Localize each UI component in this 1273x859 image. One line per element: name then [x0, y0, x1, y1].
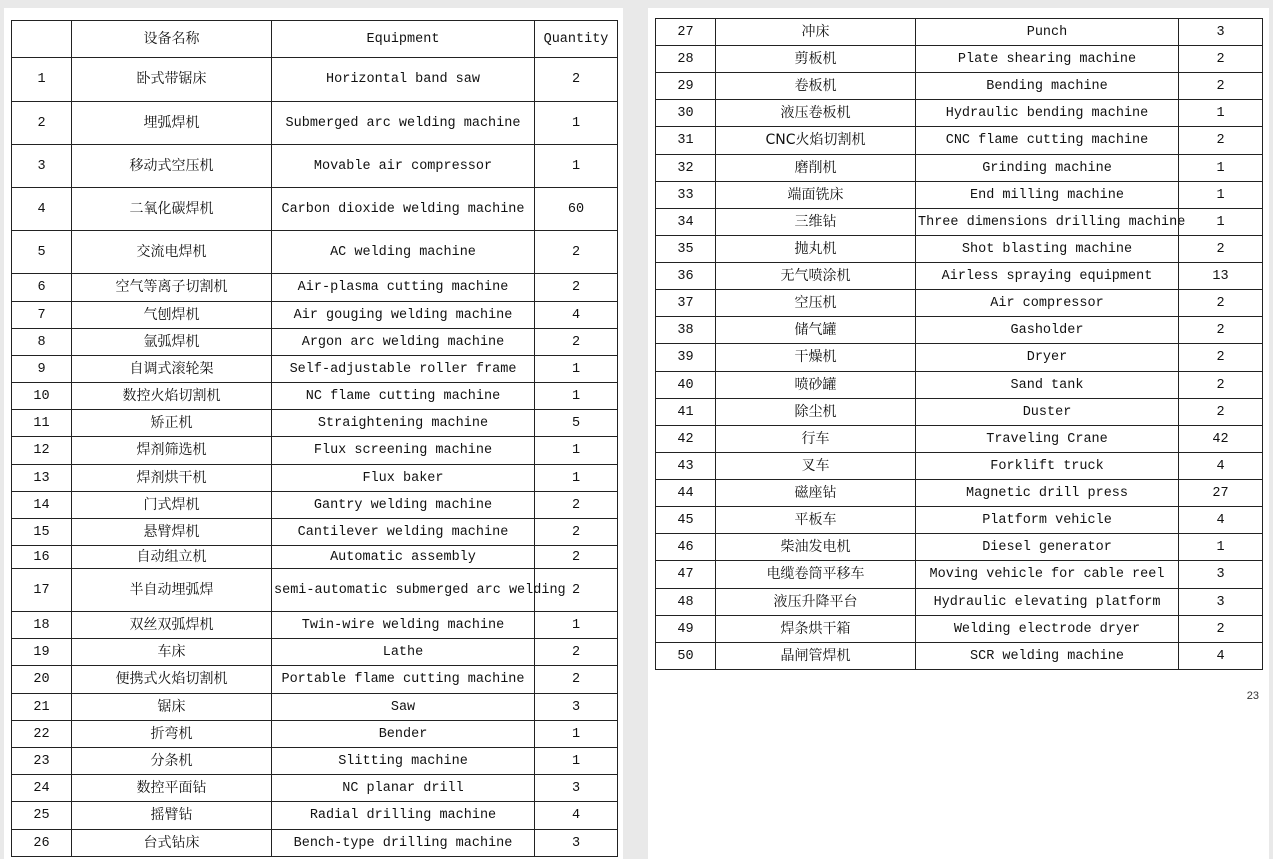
quantity: 1	[535, 612, 618, 639]
equipment-table-right	[655, 18, 1263, 670]
row-number: 19	[12, 639, 72, 666]
equipment-name-en: AC welding machine	[272, 231, 535, 274]
equipment-name-zh: 锯床	[72, 694, 272, 721]
quantity: 2	[1179, 290, 1263, 317]
table-row	[12, 145, 618, 188]
quantity: 1	[535, 356, 618, 383]
quantity: 13	[1179, 263, 1263, 290]
table-row	[656, 534, 1263, 561]
quantity: 1	[535, 721, 618, 748]
row-number: 39	[656, 344, 716, 372]
equipment-name-zh: 叉车	[716, 453, 916, 480]
equipment-name-en: Gasholder	[916, 317, 1179, 344]
quantity: 2	[535, 639, 618, 666]
table-row	[656, 182, 1263, 209]
table-row	[656, 263, 1263, 290]
quantity: 4	[535, 302, 618, 329]
equipment-name-zh: 焊剂筛选机	[72, 437, 272, 465]
equipment-name-zh: 平板车	[716, 507, 916, 534]
equipment-name-en: Gantry welding machine	[272, 492, 535, 519]
row-number: 33	[656, 182, 716, 209]
table-row	[12, 748, 618, 775]
equipment-name-en: NC planar drill	[272, 775, 535, 802]
equipment-name-en: Grinding machine	[916, 155, 1179, 182]
table-row	[656, 290, 1263, 317]
table-row	[12, 437, 618, 465]
row-number: 29	[656, 73, 716, 100]
equipment-name-zh: 自动组立机	[72, 546, 272, 569]
header-no	[12, 21, 72, 58]
equipment-name-en: Bench-type drilling machine	[272, 830, 535, 857]
quantity: 2	[535, 519, 618, 546]
quantity: 60	[535, 188, 618, 231]
equipment-name-zh: 数控平面钻	[72, 775, 272, 802]
table-row	[656, 643, 1263, 670]
equipment-name-zh: 冲床	[716, 19, 916, 46]
equipment-name-en: Moving vehicle for cable reel	[916, 561, 1179, 589]
row-number: 21	[12, 694, 72, 721]
equipment-name-en: Hydraulic bending machine	[916, 100, 1179, 127]
row-number: 42	[656, 426, 716, 453]
equipment-name-zh: 卷板机	[716, 73, 916, 100]
table-row	[656, 19, 1263, 46]
equipment-name-en: SCR welding machine	[916, 643, 1179, 670]
equipment-name-en: End milling machine	[916, 182, 1179, 209]
table-row	[656, 426, 1263, 453]
row-number: 8	[12, 329, 72, 356]
quantity: 1	[1179, 534, 1263, 561]
row-number: 6	[12, 274, 72, 302]
row-number: 17	[12, 569, 72, 612]
equipment-name-zh: 空压机	[716, 290, 916, 317]
equipment-name-zh: 埋弧焊机	[72, 102, 272, 145]
row-number: 3	[12, 145, 72, 188]
quantity: 2	[535, 492, 618, 519]
quantity: 4	[1179, 643, 1263, 670]
equipment-name-en: Traveling Crane	[916, 426, 1179, 453]
row-number: 22	[12, 721, 72, 748]
row-number: 25	[12, 802, 72, 830]
table-row	[656, 589, 1263, 616]
table-row	[656, 507, 1263, 534]
table-row	[656, 561, 1263, 589]
equipment-name-en: Hydraulic elevating platform	[916, 589, 1179, 616]
equipment-name-zh: 数控火焰切割机	[72, 383, 272, 410]
equipment-name-zh: 焊条烘干箱	[716, 616, 916, 643]
left-page	[4, 8, 623, 859]
row-number: 20	[12, 666, 72, 694]
quantity: 3	[535, 775, 618, 802]
table-row	[656, 155, 1263, 182]
table-row	[12, 188, 618, 231]
equipment-name-en: Movable air compressor	[272, 145, 535, 188]
equipment-name-en: NC flame cutting machine	[272, 383, 535, 410]
row-number: 31	[656, 127, 716, 155]
equipment-name-en: Submerged arc welding machine	[272, 102, 535, 145]
equipment-name-en: Flux screening machine	[272, 437, 535, 465]
equipment-name-zh: 折弯机	[72, 721, 272, 748]
row-number: 2	[12, 102, 72, 145]
quantity: 2	[535, 274, 618, 302]
quantity: 1	[535, 383, 618, 410]
equipment-name-en: Airless spraying equipment	[916, 263, 1179, 290]
table-body-right	[656, 19, 1263, 670]
row-number: 28	[656, 46, 716, 73]
row-number: 24	[12, 775, 72, 802]
equipment-name-zh: 喷砂罐	[716, 372, 916, 399]
row-number: 11	[12, 410, 72, 437]
quantity: 3	[535, 694, 618, 721]
row-number: 44	[656, 480, 716, 507]
row-number: 10	[12, 383, 72, 410]
quantity: 4	[1179, 453, 1263, 480]
equipment-name-zh: 悬臂焊机	[72, 519, 272, 546]
header-equipment: Equipment	[272, 21, 535, 58]
equipment-name-zh: 氩弧焊机	[72, 329, 272, 356]
row-number: 30	[656, 100, 716, 127]
equipment-name-zh: 焊剂烘干机	[72, 465, 272, 492]
equipment-name-en: Welding electrode dryer	[916, 616, 1179, 643]
table-row	[656, 209, 1263, 236]
row-number: 50	[656, 643, 716, 670]
table-row	[12, 465, 618, 492]
equipment-name-en: Self-adjustable roller frame	[272, 356, 535, 383]
table-row	[656, 73, 1263, 100]
equipment-name-en: Radial drilling machine	[272, 802, 535, 830]
table-row	[12, 569, 618, 612]
equipment-name-en: Straightening machine	[272, 410, 535, 437]
quantity: 2	[535, 231, 618, 274]
row-number: 38	[656, 317, 716, 344]
equipment-table-left	[11, 20, 618, 857]
table-row	[12, 666, 618, 694]
row-number: 48	[656, 589, 716, 616]
quantity: 5	[535, 410, 618, 437]
quantity: 1	[535, 465, 618, 492]
equipment-name-en: Slitting machine	[272, 748, 535, 775]
row-number: 14	[12, 492, 72, 519]
row-number: 46	[656, 534, 716, 561]
row-number: 40	[656, 372, 716, 399]
equipment-name-en: Flux baker	[272, 465, 535, 492]
quantity: 42	[1179, 426, 1263, 453]
row-number: 43	[656, 453, 716, 480]
equipment-name-en: Shot blasting machine	[916, 236, 1179, 263]
table-row	[12, 721, 618, 748]
row-number: 16	[12, 546, 72, 569]
table-row	[12, 830, 618, 857]
quantity: 2	[535, 666, 618, 694]
table-row	[12, 383, 618, 410]
table-row	[656, 453, 1263, 480]
equipment-name-en: semi-automatic submerged arc welding	[272, 569, 535, 612]
table-row	[656, 399, 1263, 426]
table-row	[656, 127, 1263, 155]
table-row	[12, 58, 618, 102]
table-row	[656, 100, 1263, 127]
equipment-name-zh: 卧式带锯床	[72, 58, 272, 102]
table-row	[656, 344, 1263, 372]
equipment-name-zh: 交流电焊机	[72, 231, 272, 274]
equipment-name-en: Portable flame cutting machine	[272, 666, 535, 694]
equipment-name-zh: 三维钻	[716, 209, 916, 236]
table-row	[656, 480, 1263, 507]
quantity: 1	[535, 437, 618, 465]
equipment-name-zh: CNC火焰切割机	[716, 127, 916, 155]
quantity: 2	[1179, 372, 1263, 399]
row-number: 4	[12, 188, 72, 231]
equipment-name-en: Horizontal band saw	[272, 58, 535, 102]
table-row	[12, 302, 618, 329]
row-number: 47	[656, 561, 716, 589]
equipment-name-en: Twin-wire welding machine	[272, 612, 535, 639]
equipment-name-zh: 气刨焊机	[72, 302, 272, 329]
equipment-name-en: Cantilever welding machine	[272, 519, 535, 546]
equipment-name-zh: 干燥机	[716, 344, 916, 372]
table-row	[12, 231, 618, 274]
quantity: 3	[1179, 589, 1263, 616]
equipment-name-zh: 液压升降平台	[716, 589, 916, 616]
table-row	[656, 317, 1263, 344]
equipment-name-en: Carbon dioxide welding machine	[272, 188, 535, 231]
quantity: 2	[1179, 399, 1263, 426]
table-row	[12, 519, 618, 546]
equipment-name-zh: 车床	[72, 639, 272, 666]
equipment-name-zh: 双丝双弧焊机	[72, 612, 272, 639]
table-row	[12, 329, 618, 356]
quantity: 4	[1179, 507, 1263, 534]
row-number: 37	[656, 290, 716, 317]
table-row	[12, 410, 618, 437]
right-page	[648, 8, 1269, 859]
quantity: 2	[1179, 73, 1263, 100]
quantity: 1	[535, 145, 618, 188]
row-number: 36	[656, 263, 716, 290]
quantity: 2	[535, 546, 618, 569]
equipment-name-zh: 液压卷板机	[716, 100, 916, 127]
quantity: 1	[535, 748, 618, 775]
equipment-name-en: Plate shearing machine	[916, 46, 1179, 73]
row-number: 32	[656, 155, 716, 182]
table-row	[12, 802, 618, 830]
equipment-name-en: Air compressor	[916, 290, 1179, 317]
equipment-name-zh: 自调式滚轮架	[72, 356, 272, 383]
row-number: 13	[12, 465, 72, 492]
equipment-name-zh: 抛丸机	[716, 236, 916, 263]
quantity: 2	[1179, 616, 1263, 643]
equipment-name-zh: 电缆卷筒平移车	[716, 561, 916, 589]
quantity: 2	[1179, 236, 1263, 263]
header-name-zh: 设备名称	[72, 21, 272, 58]
table-row	[12, 612, 618, 639]
table-row	[656, 372, 1263, 399]
row-number: 5	[12, 231, 72, 274]
equipment-name-en: Forklift truck	[916, 453, 1179, 480]
equipment-name-en: Sand tank	[916, 372, 1179, 399]
table-row	[12, 639, 618, 666]
equipment-name-en: Diesel generator	[916, 534, 1179, 561]
row-number: 1	[12, 58, 72, 102]
row-number: 15	[12, 519, 72, 546]
header-quantity: Quantity	[535, 21, 618, 58]
row-number: 49	[656, 616, 716, 643]
table-row	[12, 775, 618, 802]
table-row	[12, 694, 618, 721]
row-number: 45	[656, 507, 716, 534]
equipment-name-zh: 剪板机	[716, 46, 916, 73]
equipment-name-en: Air gouging welding machine	[272, 302, 535, 329]
row-number: 27	[656, 19, 716, 46]
table-row	[656, 616, 1263, 643]
quantity: 2	[535, 58, 618, 102]
equipment-name-en: Magnetic drill press	[916, 480, 1179, 507]
equipment-name-zh: 晶闸管焊机	[716, 643, 916, 670]
equipment-name-zh: 无气喷涂机	[716, 263, 916, 290]
table-row	[656, 46, 1263, 73]
equipment-name-zh: 空气等离子切割机	[72, 274, 272, 302]
equipment-name-zh: 端面铣床	[716, 182, 916, 209]
table-header-row	[12, 21, 618, 58]
quantity: 27	[1179, 480, 1263, 507]
equipment-name-en: Automatic assembly	[272, 546, 535, 569]
quantity: 2	[535, 569, 618, 612]
row-number: 26	[12, 830, 72, 857]
quantity: 2	[1179, 344, 1263, 372]
table-row	[12, 274, 618, 302]
quantity: 2	[1179, 46, 1263, 73]
quantity: 4	[535, 802, 618, 830]
table-body-left	[12, 58, 618, 857]
quantity: 3	[1179, 19, 1263, 46]
equipment-name-en: Air-plasma cutting machine	[272, 274, 535, 302]
row-number: 35	[656, 236, 716, 263]
quantity: 3	[1179, 561, 1263, 589]
row-number: 34	[656, 209, 716, 236]
equipment-name-en: Punch	[916, 19, 1179, 46]
equipment-name-zh: 台式钻床	[72, 830, 272, 857]
row-number: 41	[656, 399, 716, 426]
equipment-name-zh: 除尘机	[716, 399, 916, 426]
table-row	[12, 546, 618, 569]
equipment-name-zh: 二氧化碳焊机	[72, 188, 272, 231]
equipment-name-en: Bending machine	[916, 73, 1179, 100]
quantity: 2	[535, 329, 618, 356]
quantity: 3	[535, 830, 618, 857]
equipment-name-en: Platform vehicle	[916, 507, 1179, 534]
quantity: 1	[1179, 209, 1263, 236]
equipment-name-zh: 门式焊机	[72, 492, 272, 519]
quantity: 1	[535, 102, 618, 145]
equipment-name-en: Three dimensions drilling machine	[916, 209, 1179, 236]
equipment-name-zh: 移动式空压机	[72, 145, 272, 188]
table-row	[12, 492, 618, 519]
equipment-name-en: Saw	[272, 694, 535, 721]
equipment-name-zh: 行车	[716, 426, 916, 453]
equipment-name-en: Bender	[272, 721, 535, 748]
table-row	[12, 356, 618, 383]
equipment-name-zh: 矫正机	[72, 410, 272, 437]
equipment-name-zh: 磨削机	[716, 155, 916, 182]
quantity: 1	[1179, 155, 1263, 182]
equipment-name-zh: 分条机	[72, 748, 272, 775]
equipment-name-en: Lathe	[272, 639, 535, 666]
row-number: 18	[12, 612, 72, 639]
row-number: 7	[12, 302, 72, 329]
equipment-name-en: CNC flame cutting machine	[916, 127, 1179, 155]
row-number: 23	[12, 748, 72, 775]
equipment-name-zh: 磁座钻	[716, 480, 916, 507]
equipment-name-zh: 半自动埋弧焊	[72, 569, 272, 612]
quantity: 2	[1179, 317, 1263, 344]
equipment-name-en: Argon arc welding machine	[272, 329, 535, 356]
page-number: 23	[1246, 690, 1259, 702]
quantity: 1	[1179, 100, 1263, 127]
equipment-name-zh: 柴油发电机	[716, 534, 916, 561]
quantity: 2	[1179, 127, 1263, 155]
equipment-name-zh: 储气罐	[716, 317, 916, 344]
quantity: 1	[1179, 182, 1263, 209]
equipment-name-en: Dryer	[916, 344, 1179, 372]
equipment-name-en: Duster	[916, 399, 1179, 426]
row-number: 9	[12, 356, 72, 383]
equipment-name-zh: 便携式火焰切割机	[72, 666, 272, 694]
row-number: 12	[12, 437, 72, 465]
table-row	[12, 102, 618, 145]
table-row	[656, 236, 1263, 263]
equipment-name-zh: 摇臂钻	[72, 802, 272, 830]
